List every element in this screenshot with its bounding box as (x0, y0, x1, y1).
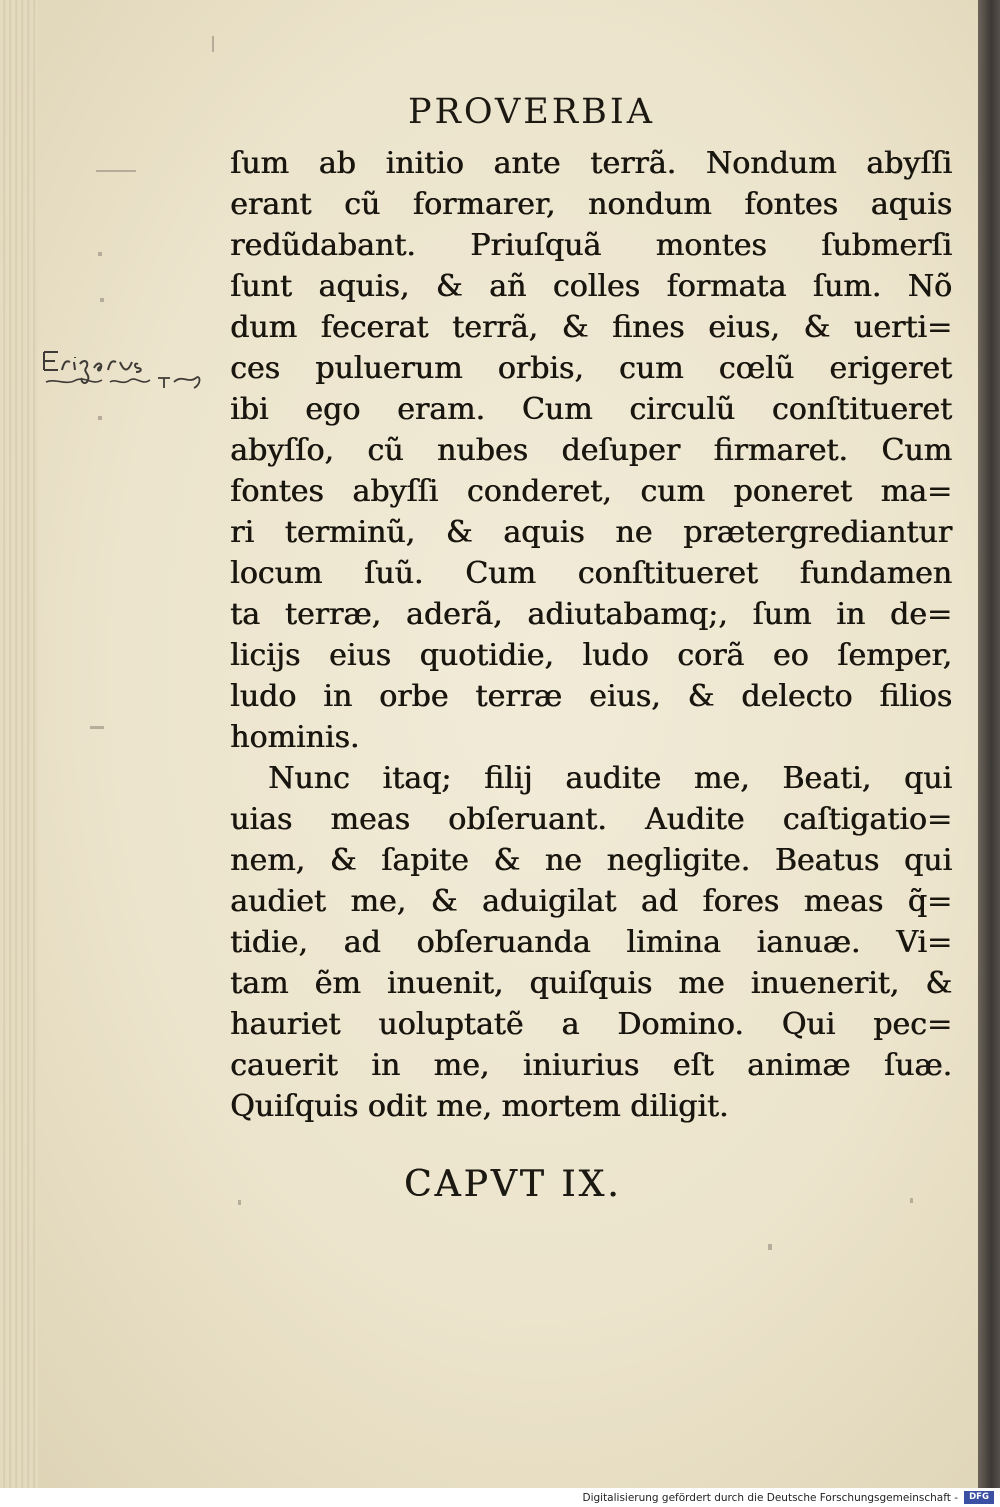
text-line: ces puluerum orbis, cum cœlũ erigeret (230, 351, 952, 386)
text-line: Nunc itaq; filij audite me, Beati, qui (268, 761, 952, 796)
show-through-mark (98, 252, 102, 256)
show-through-mark (212, 36, 214, 52)
text-line: nem, & ſapite & ne negligite. Beatus qui (230, 843, 952, 878)
dfg-logo-icon: DFG (964, 1491, 994, 1504)
text-line: tam ẽm inuenit, quiſquis me inuenerit, & (230, 966, 952, 1001)
text-line: licijs eius quotidie, ludo corã eo ſemper, (230, 638, 952, 673)
text-line: tidie, ad obſeruanda limina ianuæ. Vi= (230, 925, 952, 960)
show-through-mark (96, 170, 136, 172)
text-line: cauerit in me, iniurius eſt animæ ſuæ. (230, 1048, 952, 1083)
text-line: ta terræ, aderã, adiutabamq;, ſum in de= (230, 597, 952, 632)
show-through-mark (90, 726, 104, 729)
chapter-heading: CAPVT IX. (404, 1164, 622, 1205)
text-line: dum fecerat terrã, & fines eius, & uerti= (230, 310, 952, 345)
show-through-mark (910, 1198, 913, 1203)
text-line: ſunt aquis, & añ colles formata ſum. Nõ (230, 269, 952, 304)
show-through-mark (238, 1200, 241, 1205)
text-line: locum ſuũ. Cum conſtitueret fundamen (230, 556, 952, 591)
text-line: hauriet uoluptatẽ a Domino. Qui pec= (230, 1007, 952, 1042)
text-line: abyſſo, cũ nubes deſuper firmaret. Cum (230, 433, 952, 468)
book-binding-edge (978, 0, 1000, 1488)
text-line: audiet me, & aduigilat ad fores meas q̃= (230, 884, 952, 919)
digitization-footer (0, 1488, 1000, 1507)
show-through-mark (768, 1244, 772, 1250)
funding-credit: Digitalisierung gefördert durch die Deutsche Forschungsgemeinschaft - (582, 1492, 958, 1504)
text-line: ſum ab initio ante terrã. Nondum abyſſi (230, 146, 952, 181)
text-line: redũdabant. Priuſquã montes ſubmerſi (230, 228, 952, 263)
running-head: PROVERBIA (408, 92, 655, 132)
main-text-block (230, 143, 952, 1127)
text-line: hominis. (230, 720, 360, 755)
text-line: fontes abyſſi conderet, cum poneret ma= (230, 474, 952, 509)
show-through-mark (98, 416, 102, 420)
text-line: ludo in orbe terræ eius, & delecto filios (230, 679, 952, 714)
show-through-mark (100, 298, 104, 302)
text-line: uias meas obſeruant. Audite caſtigatio= (230, 802, 952, 837)
handwritten-annotation-icon (36, 338, 206, 398)
text-line: Quiſquis odit me, mortem diligit. (230, 1089, 729, 1124)
page-edge-stack (0, 0, 38, 1488)
text-line: erant cũ formarer, nondum fontes aquis (230, 187, 952, 222)
text-line: ibi ego eram. Cum circulũ conſtitueret (230, 392, 952, 427)
text-line: ri terminũ, & aquis ne prætergrediantur (230, 515, 952, 550)
